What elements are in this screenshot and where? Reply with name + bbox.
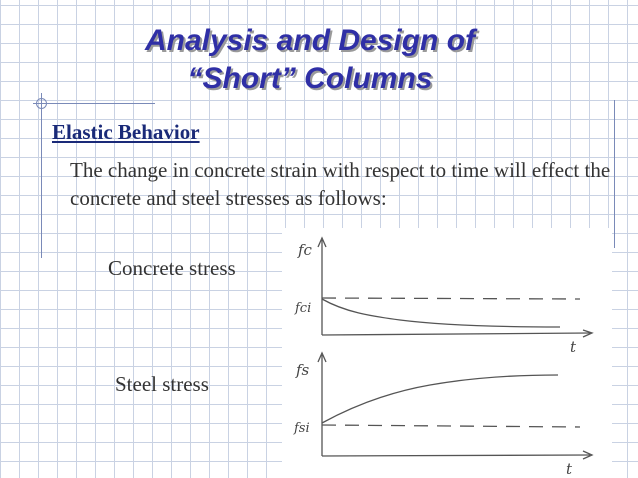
bottom-x-axis-label: t xyxy=(566,460,573,478)
bottom-x-axis xyxy=(322,455,590,456)
steel-stress-graph xyxy=(318,353,592,459)
top-ref-label: fci xyxy=(295,301,312,316)
slide-title-line-2: “Short” Columns xyxy=(187,62,433,95)
top-x-axis-label: t xyxy=(570,338,577,356)
top-x-axis xyxy=(322,333,590,335)
concrete-stress-curve xyxy=(322,299,560,327)
section-heading: Elastic Behavior xyxy=(52,120,200,144)
body-paragraph: The change in concrete strain with respect to time will effect the concrete and steel stresses as follows: xyxy=(70,158,611,210)
slide-title-line-1: Analysis and Design of xyxy=(144,24,476,57)
steel-stress-label: Steel stress xyxy=(115,372,209,396)
concrete-stress-graph xyxy=(318,238,592,337)
bottom-ref-label: fsi xyxy=(294,421,310,436)
top-y-axis-label: fc xyxy=(298,241,312,259)
bottom-reference-line xyxy=(322,425,580,427)
bottom-y-axis-label: fs xyxy=(296,361,310,379)
steel-stress-curve xyxy=(322,375,558,423)
top-reference-line xyxy=(322,298,580,299)
concrete-stress-label: Concrete stress xyxy=(108,256,236,280)
